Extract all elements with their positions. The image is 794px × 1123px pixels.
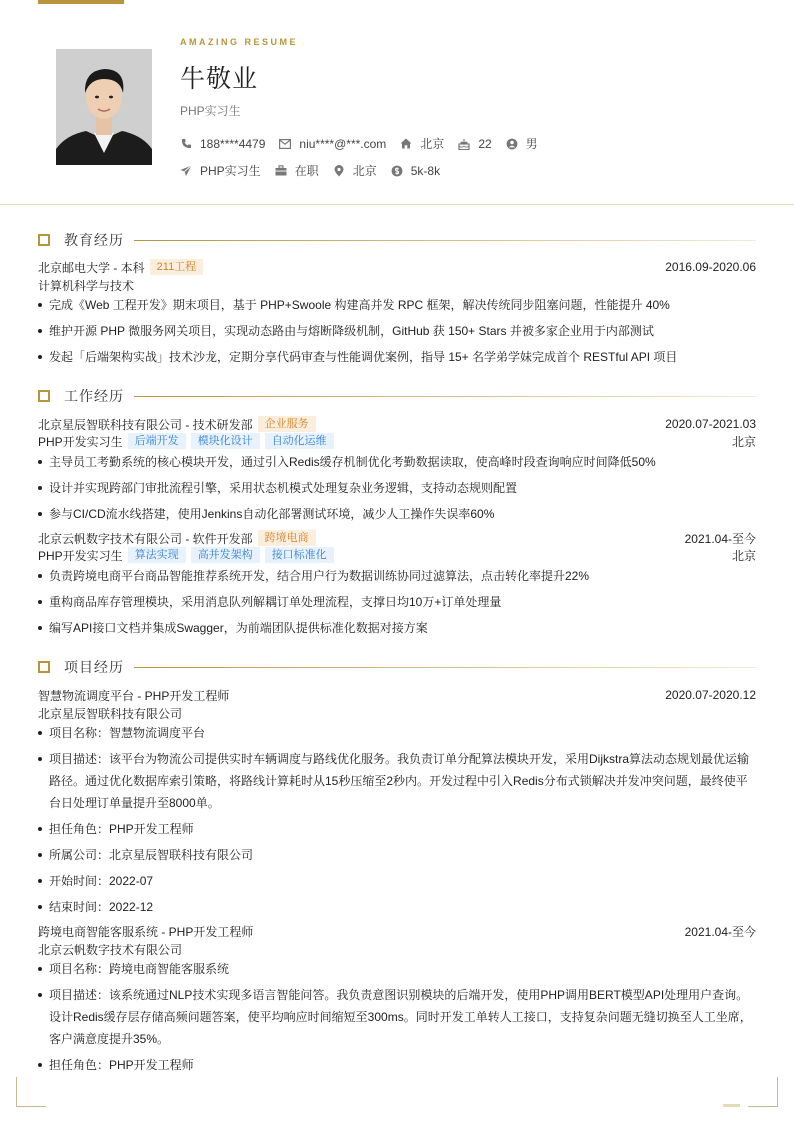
avatar	[56, 49, 152, 165]
job-date: 2021.04-至今	[684, 531, 756, 546]
school-tag: 211工程	[150, 259, 204, 275]
home-icon	[400, 138, 412, 150]
project-company: 北京星辰智联科技有限公司	[38, 706, 183, 721]
cake-icon	[458, 138, 470, 150]
project-header	[38, 922, 756, 940]
section-education-heading: 教育经历	[38, 232, 756, 248]
skill-tag: 算法实现	[128, 547, 186, 563]
contact-row	[180, 135, 552, 152]
skill-tag: 模块化设计	[191, 433, 260, 449]
section-rule	[134, 667, 756, 668]
skill-tag: 接口标准化	[265, 547, 334, 563]
section-square-icon	[38, 234, 50, 246]
section-projects-heading: 项目经历	[38, 659, 756, 675]
candidate-name: 牛敬业	[180, 65, 259, 93]
job-status-item: 在职	[275, 162, 319, 179]
intent-row	[180, 162, 454, 179]
skill-tag: 高并发架构	[191, 547, 260, 563]
industry-tag: 跨境电商	[258, 530, 316, 546]
job-header	[38, 529, 756, 547]
job-role: PHP开发实习生	[38, 434, 123, 449]
corner-mark	[16, 1077, 46, 1107]
education-major-row	[38, 276, 756, 294]
school-name: 北京邮电大学 - 本科	[38, 260, 145, 275]
email-item: niu****@***.com	[279, 137, 386, 151]
age-item: 22	[458, 137, 491, 151]
section-square-icon	[38, 661, 50, 673]
page-indicator	[723, 1104, 740, 1107]
list-item: 设计并实现跨部门审批流程引擎，采用状态机模式处理复杂业务逻辑，支持动态规则配置	[38, 477, 756, 499]
education-date: 2016.09-2020.06	[665, 260, 756, 274]
project-company-row	[38, 940, 756, 958]
job-city: 北京	[731, 548, 756, 563]
hometown-item: 北京	[400, 135, 444, 152]
list-item: 主导员工考勤系统的核心模块开发，通过引入Redis缓存机制优化考勤数据读取，使高峰时段查询响应时间降低50%	[38, 451, 756, 473]
project-company: 北京云帆数字技术有限公司	[38, 942, 183, 957]
list-item: 结束时间：2022-12	[38, 896, 756, 918]
brand-label: AMAZING RESUME	[180, 37, 298, 47]
job-role-row	[38, 432, 756, 450]
job-role-row	[38, 546, 756, 564]
company-name: 北京云帆数字技术有限公司 - 软件开发部	[38, 531, 253, 546]
skill-tag: 自动化运维	[265, 433, 334, 449]
project-company-row	[38, 704, 756, 722]
list-item: 负责跨境电商平台商品智能推荐系统开发，结合用户行为数据训练协同过滤算法，点击转化率提升22%	[38, 565, 756, 587]
industry-tag: 企业服务	[258, 416, 316, 432]
job-date: 2020.07-2021.03	[665, 417, 756, 431]
location-icon	[333, 165, 345, 177]
section-square-icon	[38, 390, 50, 402]
list-item: 维护开源 PHP 微服务网关项目，实现动态路由与熔断降级机制，GitHub 获 150+ Stars 并被多家企业用于内部测试	[38, 320, 756, 342]
project-date: 2020.07-2020.12	[665, 688, 756, 702]
target-role-item: PHP实习生	[180, 162, 261, 179]
list-item: 编写API接口文档并集成Swagger，为前端团队提供标准化数据对接方案	[38, 617, 756, 639]
section-rule	[134, 396, 756, 397]
job-city: 北京	[731, 434, 756, 449]
list-item: 重构商品库存管理模块，采用消息队列解耦订单处理流程，支撑日均10万+订单处理量	[38, 591, 756, 613]
list-item: 项目描述：该平台为物流公司提供实时车辆调度与路线优化服务。我负责订单分配算法模块开发，采用Dijkstra算法动态规划最优运输路径。通过优化数据库索引策略，将路线计算耗时从15秒压缩至2秒内。开发过程中引入Redis分布式锁解决并发冲突问题，最终使平台日处理订单量提升至8000单。	[38, 748, 756, 814]
list-item: 项目名称：智慧物流调度平台	[38, 722, 756, 744]
list-item: 开始时间：2022-07	[38, 870, 756, 892]
list-item: 完成《Web 工程开发》期末项目，基于 PHP+Swoole 构建高并发 RPC 框架，解决传统同步阻塞问题，性能提升 40%	[38, 294, 756, 316]
candidate-title: PHP实习生	[180, 104, 241, 118]
salary-icon	[391, 165, 403, 177]
section-rule	[134, 240, 756, 241]
list-item: 项目名称：跨境电商智能客服系统	[38, 958, 756, 980]
education-entry	[38, 258, 756, 276]
briefcase-icon	[275, 165, 287, 177]
job-role: PHP开发实习生	[38, 548, 123, 563]
salary-item: 5k-8k	[391, 164, 440, 178]
corner-mark	[748, 1077, 778, 1107]
list-item: 参与CI/CD流水线搭建，使用Jenkins自动化部署测试环境，减少人工操作失误率60%	[38, 503, 756, 525]
phone-item: 188****4479	[180, 137, 265, 151]
major: 计算机科学与技术	[38, 278, 135, 293]
project-date: 2021.04-至今	[684, 924, 756, 939]
mail-icon	[279, 138, 291, 150]
gender-icon	[506, 138, 518, 150]
section-work-heading: 工作经历	[38, 388, 756, 404]
list-item: 担任角色：PHP开发工程师	[38, 818, 756, 840]
project-header	[38, 686, 756, 704]
company-name: 北京星辰智联科技有限公司 - 技术研发部	[38, 417, 253, 432]
skill-tag: 后端开发	[128, 433, 186, 449]
phone-icon	[180, 138, 192, 150]
resume-header	[0, 0, 794, 205]
gender-item: 男	[506, 135, 538, 152]
project-name: 跨境电商智能客服系统 - PHP开发工程师	[38, 924, 254, 939]
list-item: 发起「后端架构实战」技术沙龙，定期分享代码审查与性能调优案例，指导 15+ 名学弟学妹完成首个 RESTful API 项目	[38, 346, 756, 368]
list-item: 所属公司：北京星辰智联科技有限公司	[38, 844, 756, 866]
target-city-item: 北京	[333, 162, 377, 179]
list-item: 担任角色：PHP开发工程师	[38, 1054, 756, 1076]
send-icon	[180, 165, 192, 177]
project-name: 智慧物流调度平台 - PHP开发工程师	[38, 688, 230, 703]
list-item: 项目描述：该系统通过NLP技术实现多语言智能问答。我负责意图识别模块的后端开发，使用PHP调用BERT模型API处理用户查询。设计Redis缓存层存储高频问题答案，使平均响应时间缩短至300ms。同时开发工单转人工接口，支持复杂问题无缝切换至人工坐席，客户满意度提升35%。	[38, 984, 756, 1050]
job-header	[38, 415, 756, 433]
